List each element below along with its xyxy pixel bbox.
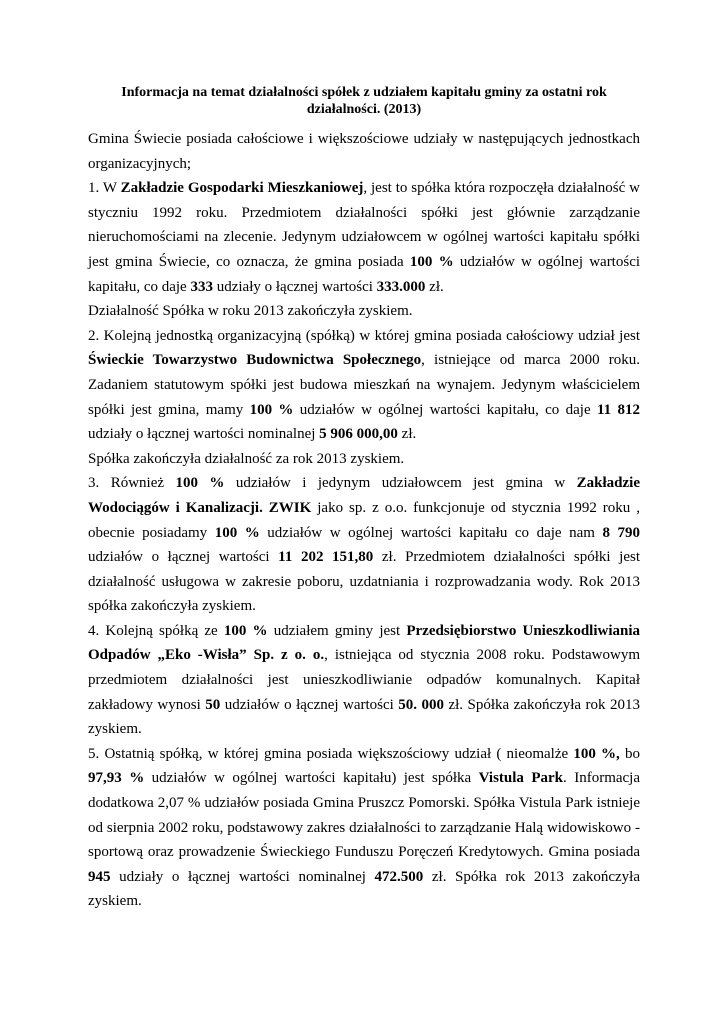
text-run: udziałów w ogólnej wartości kapitału) jest spółka — [144, 770, 479, 787]
paragraph — [88, 742, 640, 914]
bold-text-run: 945 — [88, 868, 111, 885]
bold-text-run: Świeckie Towarzystwo Budownictwa Społecznego — [88, 352, 422, 369]
bold-text-run: 333 — [190, 278, 213, 295]
bold-text-run: 472.500 — [374, 868, 424, 885]
bold-text-run: 100 % — [175, 475, 225, 492]
bold-text-run: 100 % — [409, 253, 454, 270]
bold-text-run: Zakładzie Gospodarki Mieszkaniowej — [120, 180, 364, 197]
text-run: udziały o łącznej wartości nominalnej — [88, 426, 320, 443]
text-run: udziałów w ogólnej wartości kapitału co daje nam — [259, 524, 603, 541]
text-run: Gmina Świecie posiada całościowe i większościowe udziały w następujących jednostkach organizacyjnych; — [88, 131, 640, 172]
text-run: 1. W — [88, 180, 121, 197]
text-run: zł. — [397, 426, 417, 443]
text-run: , istniejące od marca 2000 roku. Zadaniem statutowym spółki jest budowa mieszkań na wynajem. Jedynym właścicielem spółki jest gmina, mamy — [88, 352, 640, 418]
document-body — [88, 127, 640, 914]
text-run: zł. Przedmiotem działalności spółki jest działalność usługowa w zakresie poboru, uzdatniania i rozprowadzania wody. Rok 2013 spółka zakończyła zyskiem. — [88, 549, 640, 615]
text-run: udziałów w ogólnej wartości kapitału, co daje — [293, 401, 597, 418]
bold-text-run: 100 % — [223, 622, 268, 639]
text-run: zł. Spółka zakończyła rok 2013 zyskiem. — [88, 696, 641, 738]
bold-text-run: 50. 000 — [398, 696, 445, 713]
text-run: 3. Również — [88, 475, 176, 492]
document-page — [88, 84, 640, 914]
paragraph — [88, 299, 640, 324]
document-title: Informacja na temat działalności spółek z udziałem kapitału gminy za ostatni rok działalności. (2013) — [121, 85, 607, 117]
text-run: 4. Kolejną spółką ze — [88, 622, 224, 639]
text-run: . Informacja dodatkowa 2,07 % udziałów posiada Gmina Pruszcz Pomorski. Spółka Vistula Park istnieje od sierpnia 2002 roku, podstawowy zakres działalności to zarządzanie Halą widowiskowo - sportową oraz prowadzenie Świeckiego Funduszu Poręczeń Kredytowych. Gmina posiada — [88, 770, 640, 861]
paragraph — [88, 447, 640, 472]
text-run: zł. — [425, 278, 444, 295]
bold-text-run: 100 %, — [573, 745, 620, 762]
text-run: udziałów i jedynym udziałowcem jest gmina w — [224, 475, 577, 492]
text-run: 5. Ostatnią spółką, w której gmina posiada większościowy udział ( nieomalże — [88, 745, 574, 762]
bold-text-run: 50 — [205, 696, 221, 713]
text-run: Spółka zakończyła działalność za rok 2013 zyskiem. — [88, 450, 405, 467]
text-run: udziały o łącznej wartości nominalnej — [110, 868, 375, 885]
paragraph — [88, 324, 640, 447]
bold-text-run: 333.000 — [376, 278, 426, 295]
text-run: bo — [619, 745, 641, 762]
bold-text-run: Vistula Park — [478, 770, 564, 787]
text-run: udziałów o łącznej wartości — [220, 696, 399, 713]
text-run: udziałów w ogólnej wartości kapitału, co daje — [88, 253, 641, 295]
text-run: , istniejąca od stycznia 2008 roku. Podstawowym przedmiotem działalności jest unieszkodliwianie odpadów komunalnych. Kapitał zakładowy wynosi — [88, 647, 640, 713]
text-run: , jest to spółka która rozpoczęła działalność w styczniu 1992 roku. Przedmiotem działalności spółki jest głównie zarządzanie nieruchomościami na zlecenie. Jedynym udziałowcem w ogólnej wartości kapitału spółki jest gmina Świecie, co oznacza, że gmina posiada — [88, 180, 640, 270]
bold-text-run: Zakładzie Wodociągów i Kanalizacji. ZWIK — [88, 475, 640, 516]
paragraph — [88, 127, 640, 176]
bold-text-run: 11 812 — [596, 401, 640, 418]
bold-text-run: 100 % — [249, 401, 294, 418]
text-run: udziałów o łącznej wartości — [88, 549, 279, 566]
text-run: 2. Kolejną jednostką organizacyjną (spółką) w której gmina posiada całościowy udział jest — [88, 327, 640, 344]
text-run: udziałem gminy jest — [267, 622, 407, 639]
paragraph — [88, 176, 640, 299]
text-run: udziały o łącznej wartości — [212, 278, 377, 295]
text-run: Działalność Spółka w roku 2013 zakończyła zyskiem. — [88, 303, 413, 320]
bold-text-run: 8 790 — [602, 524, 641, 541]
text-run: jako sp. z o.o. funkcjonuje od stycznia 1992 roku , obecnie posiadamy — [88, 499, 640, 541]
text-run: zł. Spółka rok 2013 zakończyła zyskiem. — [88, 868, 640, 910]
paragraph — [88, 471, 640, 619]
paragraph — [88, 619, 640, 742]
bold-text-run: Przedsiębiorstwo Unieszkodliwiania Odpadów „Eko -Wisła” Sp. z o. o. — [88, 622, 641, 664]
bold-text-run: 100 % — [214, 524, 260, 541]
bold-text-run: 5 906 000,00 — [319, 426, 398, 443]
bold-text-run: 11 202 151,80 — [278, 549, 374, 566]
bold-text-run: 97,93 % — [88, 770, 145, 787]
